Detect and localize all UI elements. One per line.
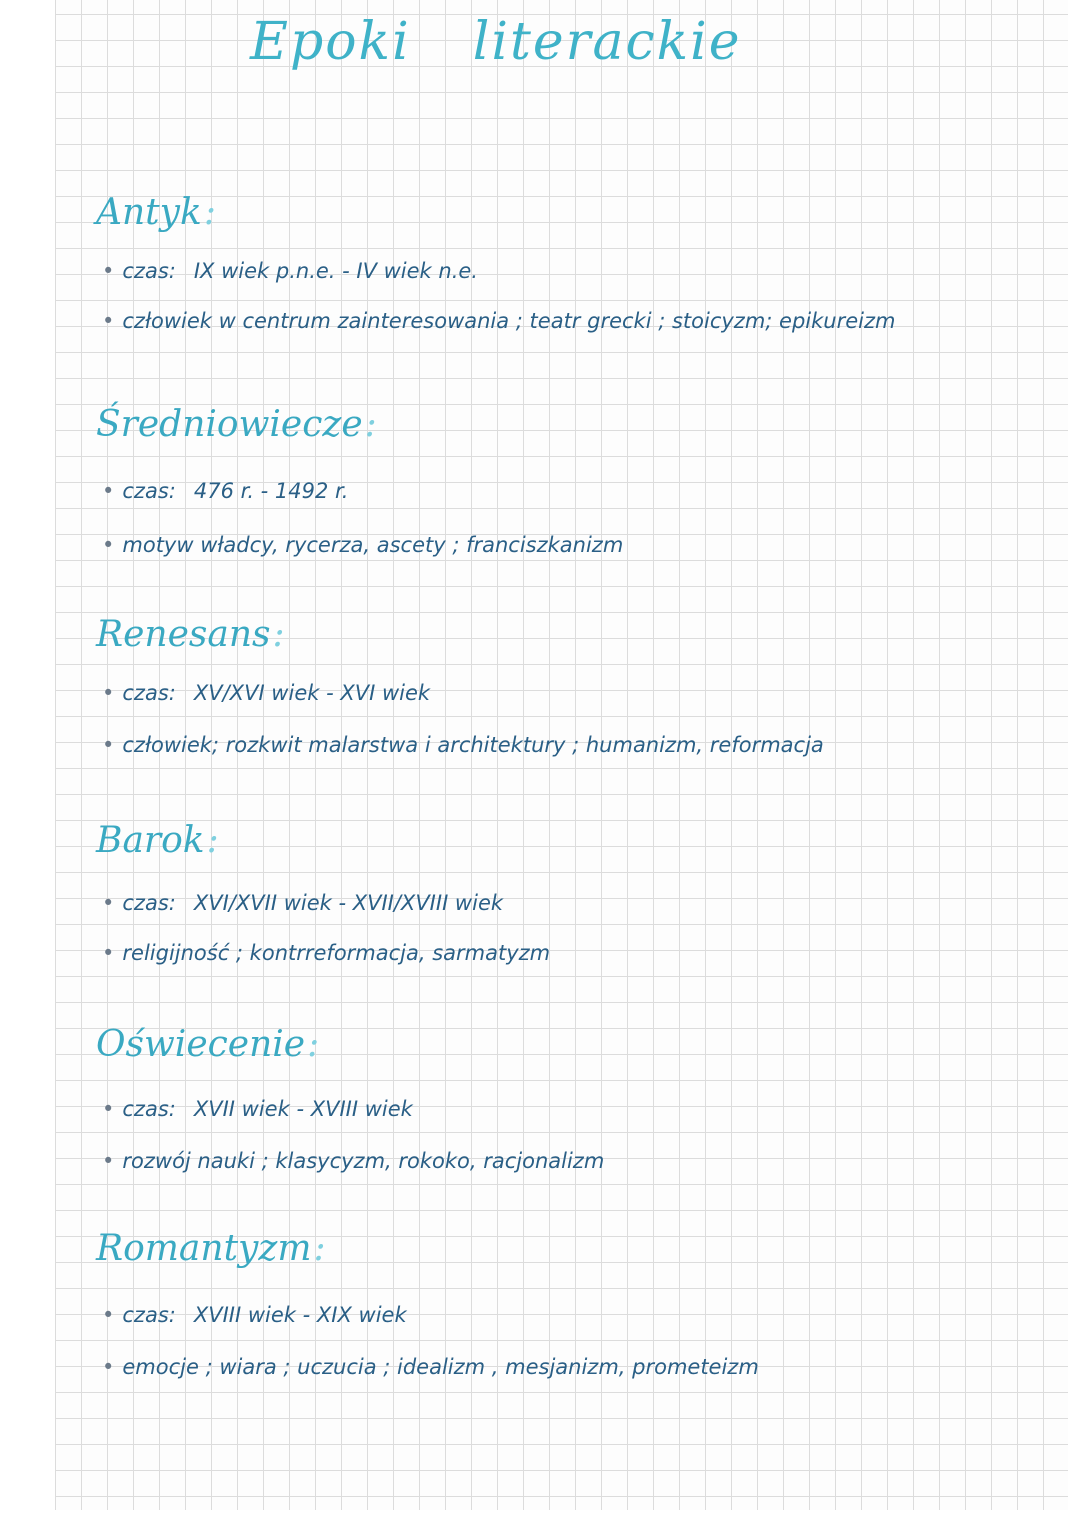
czas-line — [102, 258, 996, 284]
section-renesans — [96, 612, 996, 758]
details-text: człowiek w centrum zainteresowania ; teatr grecki ; stoicyzm; epikureizm — [122, 309, 896, 333]
czas-line — [102, 890, 996, 916]
czas-value: IX wiek p.n.e. - IV wiek n.e. — [193, 259, 478, 283]
section-oswiecenie — [96, 1022, 996, 1174]
bullet-icon: • — [102, 479, 115, 503]
czas-line — [102, 1302, 996, 1328]
czas-label: czas: — [122, 1303, 176, 1327]
czas-line — [102, 478, 996, 504]
section-heading — [96, 190, 996, 236]
bullet-icon: • — [102, 1355, 115, 1379]
heading-text: Barok — [96, 820, 205, 861]
page-title-word-1: Epoki — [250, 12, 411, 72]
details-line — [102, 532, 996, 558]
details-line — [102, 1148, 996, 1174]
section-heading — [96, 1226, 996, 1272]
page-title — [250, 12, 742, 72]
czas-value: 476 r. - 1492 r. — [193, 479, 349, 503]
heading-colon: : — [307, 1024, 320, 1065]
bullet-icon: • — [102, 941, 115, 965]
heading-colon: : — [313, 1228, 326, 1269]
bullet-icon: • — [102, 259, 115, 283]
section-heading — [96, 818, 996, 864]
heading-text: Renesans — [96, 614, 271, 655]
heading-text: Romantyzm — [96, 1228, 312, 1269]
czas-label: czas: — [122, 479, 176, 503]
heading-colon: : — [272, 614, 285, 655]
bullet-icon: • — [102, 891, 115, 915]
section-antyk — [96, 190, 996, 334]
section-barok — [96, 818, 996, 966]
bullet-icon: • — [102, 1149, 115, 1173]
details-line — [102, 940, 996, 966]
details-text: rozwój nauki ; klasycyzm, rokoko, racjonalizm — [122, 1149, 605, 1173]
details-line — [102, 308, 996, 334]
czas-label: czas: — [122, 681, 176, 705]
czas-line — [102, 1096, 996, 1122]
page-margin-right — [1068, 0, 1080, 1526]
bullet-icon: • — [102, 533, 115, 557]
heading-colon: : — [206, 820, 219, 861]
section-romantyzm — [96, 1226, 996, 1380]
section-heading — [96, 402, 996, 448]
page-title-word-2: literackie — [472, 12, 742, 72]
bullet-icon: • — [102, 309, 115, 333]
heading-colon: : — [203, 192, 216, 233]
page-margin-bottom — [0, 1510, 1080, 1526]
details-text: człowiek; rozkwit malarstwa i architektury ; humanizm, reformacja — [122, 733, 824, 757]
czas-label: czas: — [122, 891, 176, 915]
bullet-icon: • — [102, 681, 115, 705]
heading-text: Antyk — [96, 192, 202, 233]
czas-value: XVI/XVII wiek - XVII/XVIII wiek — [193, 891, 504, 915]
section-heading — [96, 1022, 996, 1068]
details-line — [102, 732, 996, 758]
details-text: motyw władcy, rycerza, ascety ; franciszkanizm — [122, 533, 624, 557]
heading-text: Oświecenie — [96, 1024, 306, 1065]
czas-value: XV/XVI wiek - XVI wiek — [193, 681, 431, 705]
section-heading — [96, 612, 996, 658]
czas-label: czas: — [122, 1097, 176, 1121]
page-margin-left — [0, 0, 55, 1526]
bullet-icon: • — [102, 733, 115, 757]
czas-label: czas: — [122, 259, 176, 283]
bullet-icon: • — [102, 1303, 115, 1327]
czas-line — [102, 680, 996, 706]
heading-colon: : — [364, 404, 377, 445]
section-sredniowiecze — [96, 402, 996, 558]
czas-value: XVII wiek - XVIII wiek — [193, 1097, 413, 1121]
details-text: emocje ; wiara ; uczucia ; idealizm , mesjanizm, prometeizm — [122, 1355, 759, 1379]
details-line — [102, 1354, 996, 1380]
bullet-icon: • — [102, 1097, 115, 1121]
czas-value: XVIII wiek - XIX wiek — [193, 1303, 407, 1327]
details-text: religijność ; kontrreformacja, sarmatyzm — [122, 941, 551, 965]
heading-text: Średniowiecze — [96, 404, 363, 445]
